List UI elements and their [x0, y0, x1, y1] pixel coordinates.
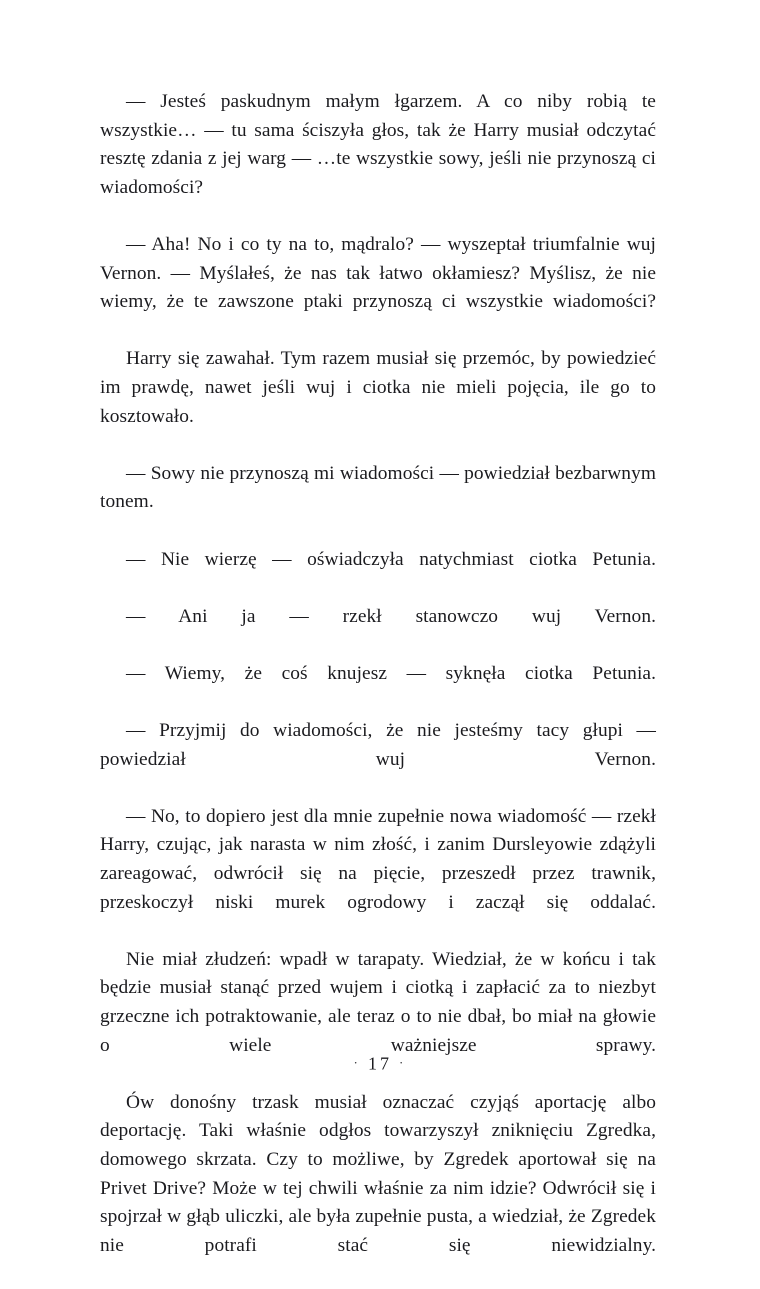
paragraph: — Nie wierzę — oświadczyła natychmiast ciotka Petunia. — [126, 548, 656, 570]
body-text-block — [100, 88, 656, 1289]
paragraph: — Ani ja — rzekł stanowczo wuj Vernon. — [126, 605, 656, 627]
paragraph: Nie miał złudzeń: wpadł w tarapaty. Wiedział, że w końcu i tak będzie musiał stanąć przed wujem i ciotką i zapłacić za to niezbyt grzeczne ich potraktowanie, ale teraz o to nie dbał, bo miał na głowie o wiele ważniejsze sprawy. — [100, 948, 656, 1056]
ornament-dot-left: · — [353, 1055, 361, 1070]
paragraph: — Aha! No i co ty na to, mądralo? — wyszeptał triumfalnie wuj Vernon. — Myślałeś, że nas tak łatwo okłamiesz? Myślisz, że nie wiemy, że te zawszone ptaki przynoszą ci wszystkie wiadomości? — [100, 233, 656, 313]
paragraph: — No, to dopiero jest dla mnie zupełnie nowa wiadomość — rzekł Harry, czując, jak narasta w nim złość, i zanim Dursleyowie zdążyli zareagować, odwrócił się na pięcie, przeszedł przez trawnik, przeskoczył niski murek ogrodowy i zaczął się oddalać. — [100, 805, 656, 913]
paragraph: — Jesteś paskudnym małym łgarzem. A co niby robią te wszystkie… — tu sama ściszyła głos, tak że Harry musiał odczytać resztę zdania z jej warg — …te wszystkie sowy, jeśli nie przynoszą ci wiadomości? — [100, 91, 656, 198]
paragraph: Harry się zawahał. Tym razem musiał się przemóc, by powiedzieć im prawdę, nawet jeśli wuj i ciotka nie mieli pojęcia, ile go to kosztowało. — [100, 348, 656, 427]
paragraph: — Przyjmij do wiadomości, że nie jesteśmy tacy głupi — powiedział wuj Vernon. — [100, 720, 656, 770]
folio — [346, 1052, 413, 1074]
ornament-dot-right: · — [399, 1055, 407, 1070]
paragraph: — Sowy nie przynoszą mi wiadomości — powiedział bezbarwnym tonem. — [100, 462, 656, 513]
page-footer — [0, 1052, 760, 1074]
paragraph: Ów donośny trzask musiał oznaczać czyjąś aportację albo deportację. Taki właśnie odgłos towarzyszył zniknięciu Zgredka, domowego skrzata. Czy to możliwe, by Zgredek aportował się na Privet Drive? Może w tej chwili właśnie za nim idzie? Odwrócił się i spojrzał w głąb uliczki, ale była zupełnie pusta, a wiedział, że Zgredek nie potrafi stać się niewidzialny. — [100, 1091, 656, 1256]
page-number: 17 — [368, 1053, 392, 1074]
paragraph: — Wiemy, że coś knujesz — syknęła ciotka Petunia. — [126, 662, 656, 684]
